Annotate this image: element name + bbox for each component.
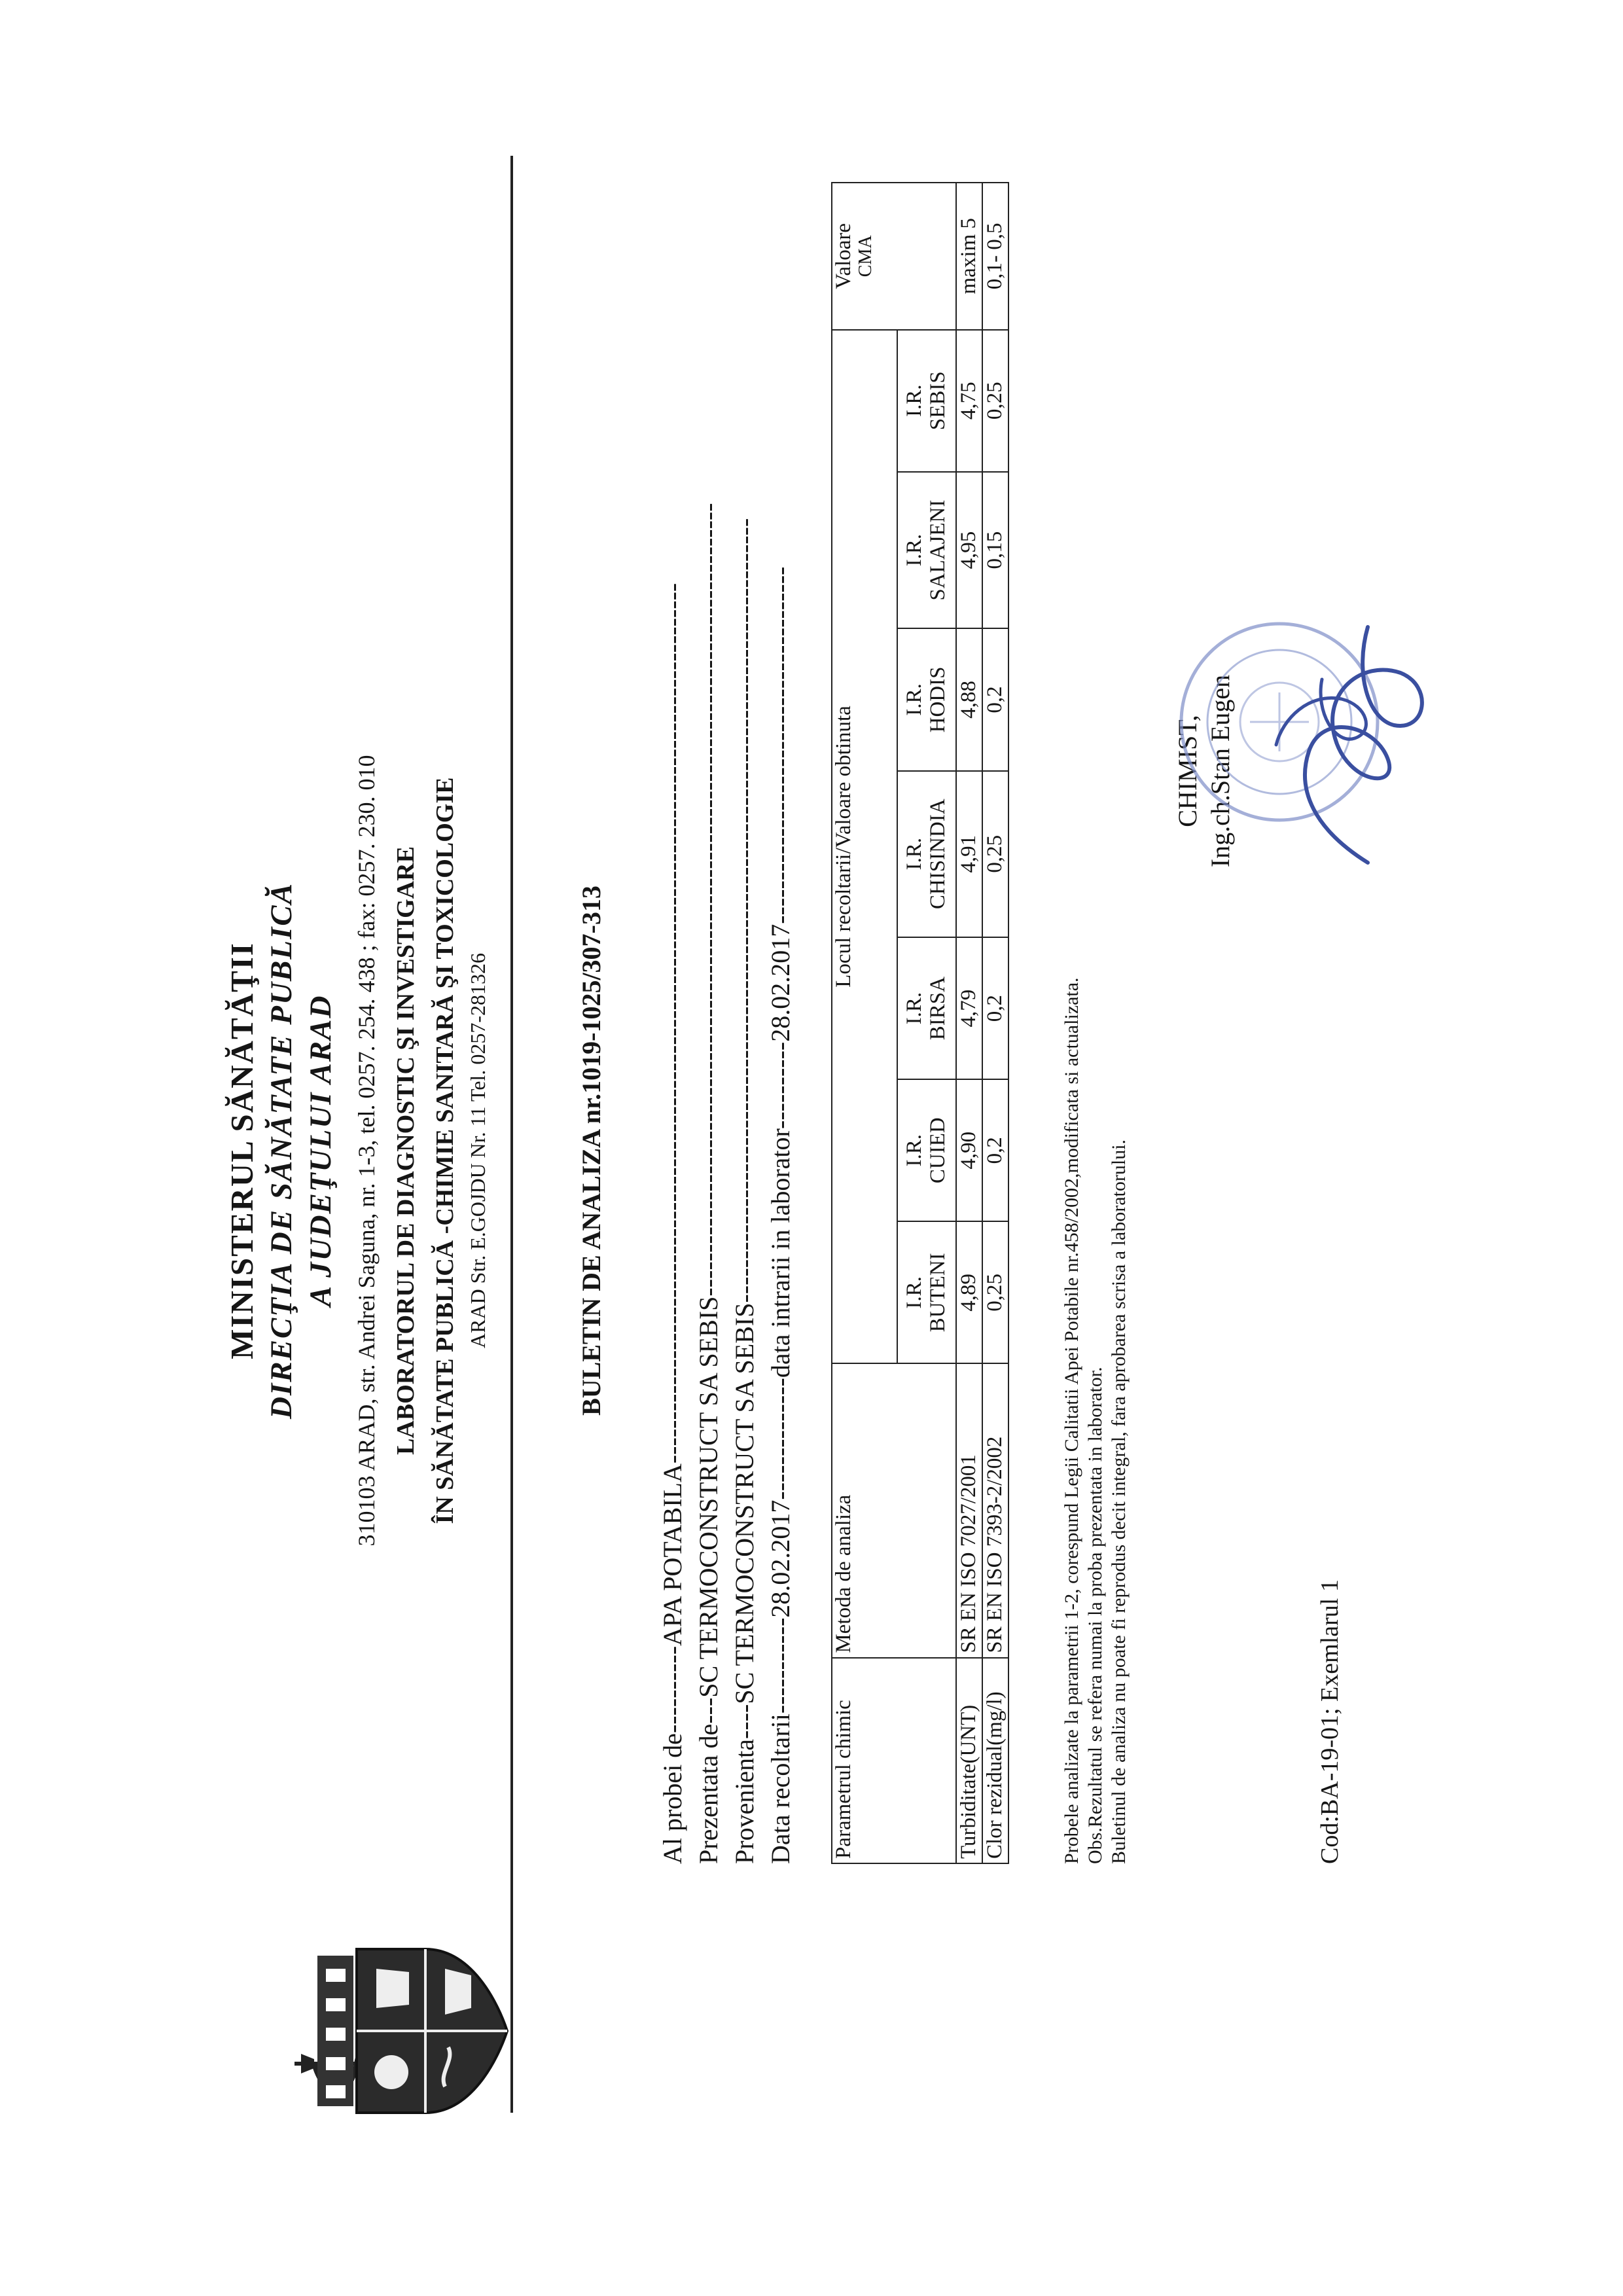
location-header-cell xyxy=(897,937,956,1079)
header-locations: Locul recoltarii/Valoare obtinuta xyxy=(832,330,897,1364)
header-method: Metoda de analiza xyxy=(832,1363,956,1657)
reproduction-note: Buletinul de analiza nu poate fi reprodus decit integral, fara aprobarea scrisa a laboratorului. xyxy=(1108,1139,1130,1864)
table-row xyxy=(982,183,1008,1863)
value-cell: 4,75 xyxy=(956,330,982,472)
location-prefix: I.R. xyxy=(902,1134,927,1167)
location-prefix: I.R. xyxy=(902,838,927,870)
dates-line: Data recoltarii-----------28.02.2017--------------data intrarii in laborator----------28.02.2017----------------------------------------- xyxy=(766,566,795,1864)
notes-block xyxy=(1060,182,1131,1864)
cma-cell: 0,1- 0,5 xyxy=(982,183,1008,330)
location-header-cell xyxy=(897,1079,956,1221)
value-cell: 0,25 xyxy=(982,330,1008,472)
arad-coat-of-arms-icon xyxy=(314,1929,510,2132)
location-name: BUTENI xyxy=(926,1253,950,1333)
header-divider xyxy=(510,156,513,2113)
location-name: SEBIS xyxy=(926,371,950,431)
value-cell: 0,15 xyxy=(982,472,1008,629)
value-cell: 0,25 xyxy=(982,1221,1008,1363)
param-cell: Clor rezidual(mg/l) xyxy=(982,1658,1008,1863)
location-header-cell xyxy=(897,1221,956,1363)
method-cell: SR EN ISO 7027/2001 xyxy=(956,1363,982,1657)
value-cell: 4,89 xyxy=(956,1221,982,1363)
value-cell: 4,91 xyxy=(956,771,982,938)
location-prefix: I.R. xyxy=(902,683,927,716)
location-name: HODIS xyxy=(926,666,950,733)
table-row xyxy=(956,183,982,1863)
lab-address: ARAD Str. E.GOJDU Nr. 11 Tel. 0257-281326 xyxy=(466,953,490,1348)
results-table xyxy=(831,182,1009,1864)
value-cell: 0,25 xyxy=(982,771,1008,938)
value-cell: 0,2 xyxy=(982,628,1008,770)
header-cma-label: Valoare xyxy=(832,223,855,289)
lab-title: LABORATORUL DE DIAGNOSTIC ŞI INVESTIGARE xyxy=(392,846,419,1455)
signatory-title: CHIMIST, xyxy=(1173,715,1202,827)
value-cell: 0,2 xyxy=(982,1079,1008,1221)
location-header-cell xyxy=(897,771,956,938)
method-cell: SR EN ISO 7393-2/2002 xyxy=(982,1363,1008,1657)
signatory-name: Ing.ch.Stan Eugen xyxy=(1205,674,1235,868)
ministry-title: MINISTERUL SĂNĂTĂŢII xyxy=(224,942,260,1359)
observation-note: Obs.Rezultatul se refera numai la proba prezentata in laborator. xyxy=(1084,1367,1106,1864)
header-block xyxy=(223,463,491,1838)
table-header-row xyxy=(832,183,897,1863)
header-param: Parametrul chimic xyxy=(832,1658,956,1863)
param-cell: Turbiditate(UNT) xyxy=(956,1658,982,1863)
sample-type-line: Al probei de----------APA POTABILA----------------------------------------------------------------------------------------------------- xyxy=(658,583,687,1864)
location-name: CUIED xyxy=(926,1117,950,1184)
location-name: BIRSA xyxy=(926,977,950,1041)
origin-line: Provenienta----SC TERMOCONSTRUCT SA SEBIS------------------------------------------------------------------------------------------ xyxy=(730,518,759,1864)
value-cell: 4,90 xyxy=(956,1079,982,1221)
bulletin-title: BULETIN DE ANALIZA nr.1019-1025/307-313 xyxy=(577,886,606,1416)
document-code: Cod:BA-19-01; Exemlarul 1 xyxy=(1316,1579,1344,1864)
header-address: 310103 ARAD, str. Andrei Saguna, nr. 1-3, tel. 0257. 254. 438 ; fax: 0257. 230. 010 xyxy=(353,755,380,1547)
location-prefix: I.R. xyxy=(902,992,927,1025)
compliance-note: Probele analizate la parametrii 1-2, corespund Legii Calitatii Apei Potabile nr.458/2002,modificata si actualizata. xyxy=(1061,977,1082,1864)
location-header-cell xyxy=(897,628,956,770)
cma-cell: maxim 5 xyxy=(956,183,982,330)
location-header-cell xyxy=(897,472,956,629)
location-prefix: I.R. xyxy=(902,533,927,567)
value-cell: 4,95 xyxy=(956,472,982,629)
lab-subtitle: ÎN SĂNĂTATE PUBLICĂ -CHIMIE SANITARĂ ŞI TOXICOLOGIE xyxy=(431,777,459,1524)
value-cell: 4,88 xyxy=(956,628,982,770)
location-name: CHISINDIA xyxy=(926,798,950,910)
directorate-subtitle: A JUDEŢULUI ARAD xyxy=(304,994,338,1307)
signature-icon xyxy=(1237,588,1459,889)
location-prefix: I.R. xyxy=(902,1276,927,1309)
value-cell: 0,2 xyxy=(982,937,1008,1079)
location-name: SALAJENI xyxy=(926,499,950,601)
location-prefix: I.R. xyxy=(902,384,927,417)
sample-info xyxy=(654,182,798,1864)
presented-by-line: Prezentata de---SC TERMOCONSTRUCT SA SEBIS------------------------------------------------------------------------------------------- xyxy=(694,503,723,1864)
value-cell: 4,79 xyxy=(956,937,982,1079)
directorate-title: DIRECŢIA DE SĂNĂTATE PUBLICĂ xyxy=(264,882,298,1419)
header-cma-sub: CMA xyxy=(855,235,876,278)
location-header-cell xyxy=(897,330,956,472)
header-cma xyxy=(832,183,956,330)
